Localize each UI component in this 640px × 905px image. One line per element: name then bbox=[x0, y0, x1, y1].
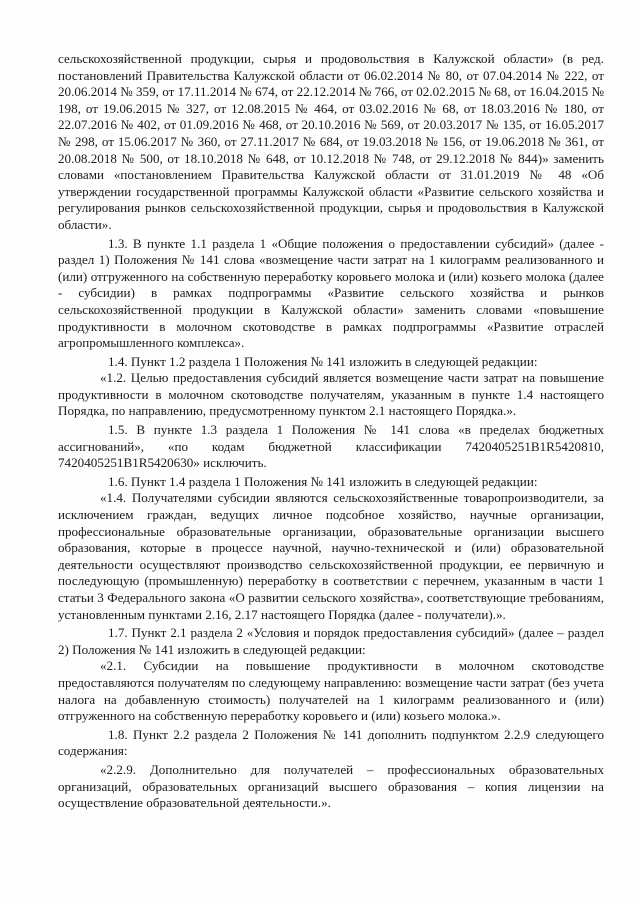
paragraph-2-2-9-text: «2.2.9. Дополнительно для получателей – профессиональных образовательных организаций, образовательных организаций высшего образования – копия лицензии на осуществление образовательной деятельности.». bbox=[58, 761, 604, 811]
paragraph-1-2-text: «1.2. Целью предоставления субсидий является возмещение части затрат на повышение продуктивности в молочном скотоводстве получателям, указанным в пункте 1.4 настоящего Порядка, по направлению, предусмотренному пунктом 2.1 настоящего Порядка.». bbox=[58, 370, 604, 419]
document-body bbox=[58, 51, 604, 812]
paragraph-1-6: 1.6. Пункт 1.4 раздела 1 Положения № 141 изложить в следующей редакции: bbox=[108, 473, 538, 489]
paragraph-1-3: 1.3. В пункте 1.1 раздела 1 «Общие положения о предоставлении субсидий» (далее - раздел 1) Положения № 141 слова «возмещение части затрат на 1 килограмм реализованного и (или) отгруженного на собственную переработку коровьего молока и (или) козьего молока (далее - субсидии) в рамках подпрограммы «Развитие сельского хозяйства и рынков сельскохозяйственной продукции в Калужской области» заменить словами «повышение продуктивности в молочном скотоводстве в рамках подпрограммы «Развитие отраслей агропромышленного комплекса». bbox=[58, 235, 604, 351]
paragraph-1-4-text: «1.4. Получателями субсидии являются сельскохозяйственные товаропроизводители, за исключением граждан, ведущих личное подсобное хозяйство, научные организации, профессиональные образовательные организации, образовательные организации высшего образования, которые в процессе научной, научно-технической и (или) образовательной деятельности осуществляют производство сельскохозяйственной продукции, ее первичную и последующую (промышленную) переработку в соответствии с перечнем, указанным в части 1 статьи 3 Федерального закона «О развитии сельского хозяйства», соответствующие требованиям, установленным пунктами 2.16, 2.17 настоящего Порядка (далее - получатели).». bbox=[58, 490, 604, 622]
paragraph-1-4: 1.4. Пункт 1.2 раздела 1 Положения № 141 изложить в следующей редакции: bbox=[108, 353, 538, 369]
paragraph-1-continuation: сельскохозяйственной продукции, сырья и продовольствия в Калужской области» (в ред. постановлений Правительства Калужской области от 06.02.2014 № 80, от 07.04.2014 № 222, от 20.06.2014 № 359, от 17.11.2014 № 674, от 22.12.2014 № 766, от 02.02.2015 № 68, от 16.04.2015 № 198, от 19.06.2015 № 327, от 12.08.2015 № 464, от 03.02.2016 № 68, от 18.03.2016 № 180, от 22.07.2016 № 402, от 01.09.2016 № 468, от 20.10.2016 № 569, от 20.03.2017 № 135, от 16.05.2017 № 298, от 15.06.2017 № 360, от 27.11.2017 № 684, от 19.03.2018 № 156, от 19.06.2018 № 361, от 20.08.2018 № 500, от 18.10.2018 № 648, от 10.12.2018 № 748, от 29.12.2018 № 844)» заменить словами «постановлением Правительства Калужской области от 31.01.2019 № 48 «Об утверждении государственной программы Калужской области «Развитие сельского хозяйства и регулирования рынков сельскохозяйственной продукции, сырья и продовольствия в Калужской области». bbox=[58, 51, 604, 232]
paragraph-1-7: 1.7. Пункт 2.1 раздела 2 «Условия и порядок предоставления субсидий» (далее – раздел 2) Положения № 141 изложить в следующей редакции: bbox=[58, 625, 604, 657]
paragraph-1-8: 1.8. Пункт 2.2 раздела 2 Положения № 141 дополнить подпунктом 2.2.9 следующего содержания: bbox=[58, 726, 604, 759]
paragraph-2-1-text: «2.1. Субсидии на повышение продуктивности в молочном скотоводстве предоставляются получателям по следующему направлению: возмещение части затрат (без учета налога на добавленную стоимость) получателей на 1 килограмм реализованного и (или) отгруженного на собственную переработку коровьего и (или) козьего молока.». bbox=[58, 658, 604, 724]
paragraph-1-5: 1.5. В пункте 1.3 раздела 1 Положения № 141 слова «в пределах бюджетных ассигнований», «по кодам бюджетной классификации 7420405251B1R5420810, 7420405251B1R5420630» исключить. bbox=[58, 422, 604, 471]
